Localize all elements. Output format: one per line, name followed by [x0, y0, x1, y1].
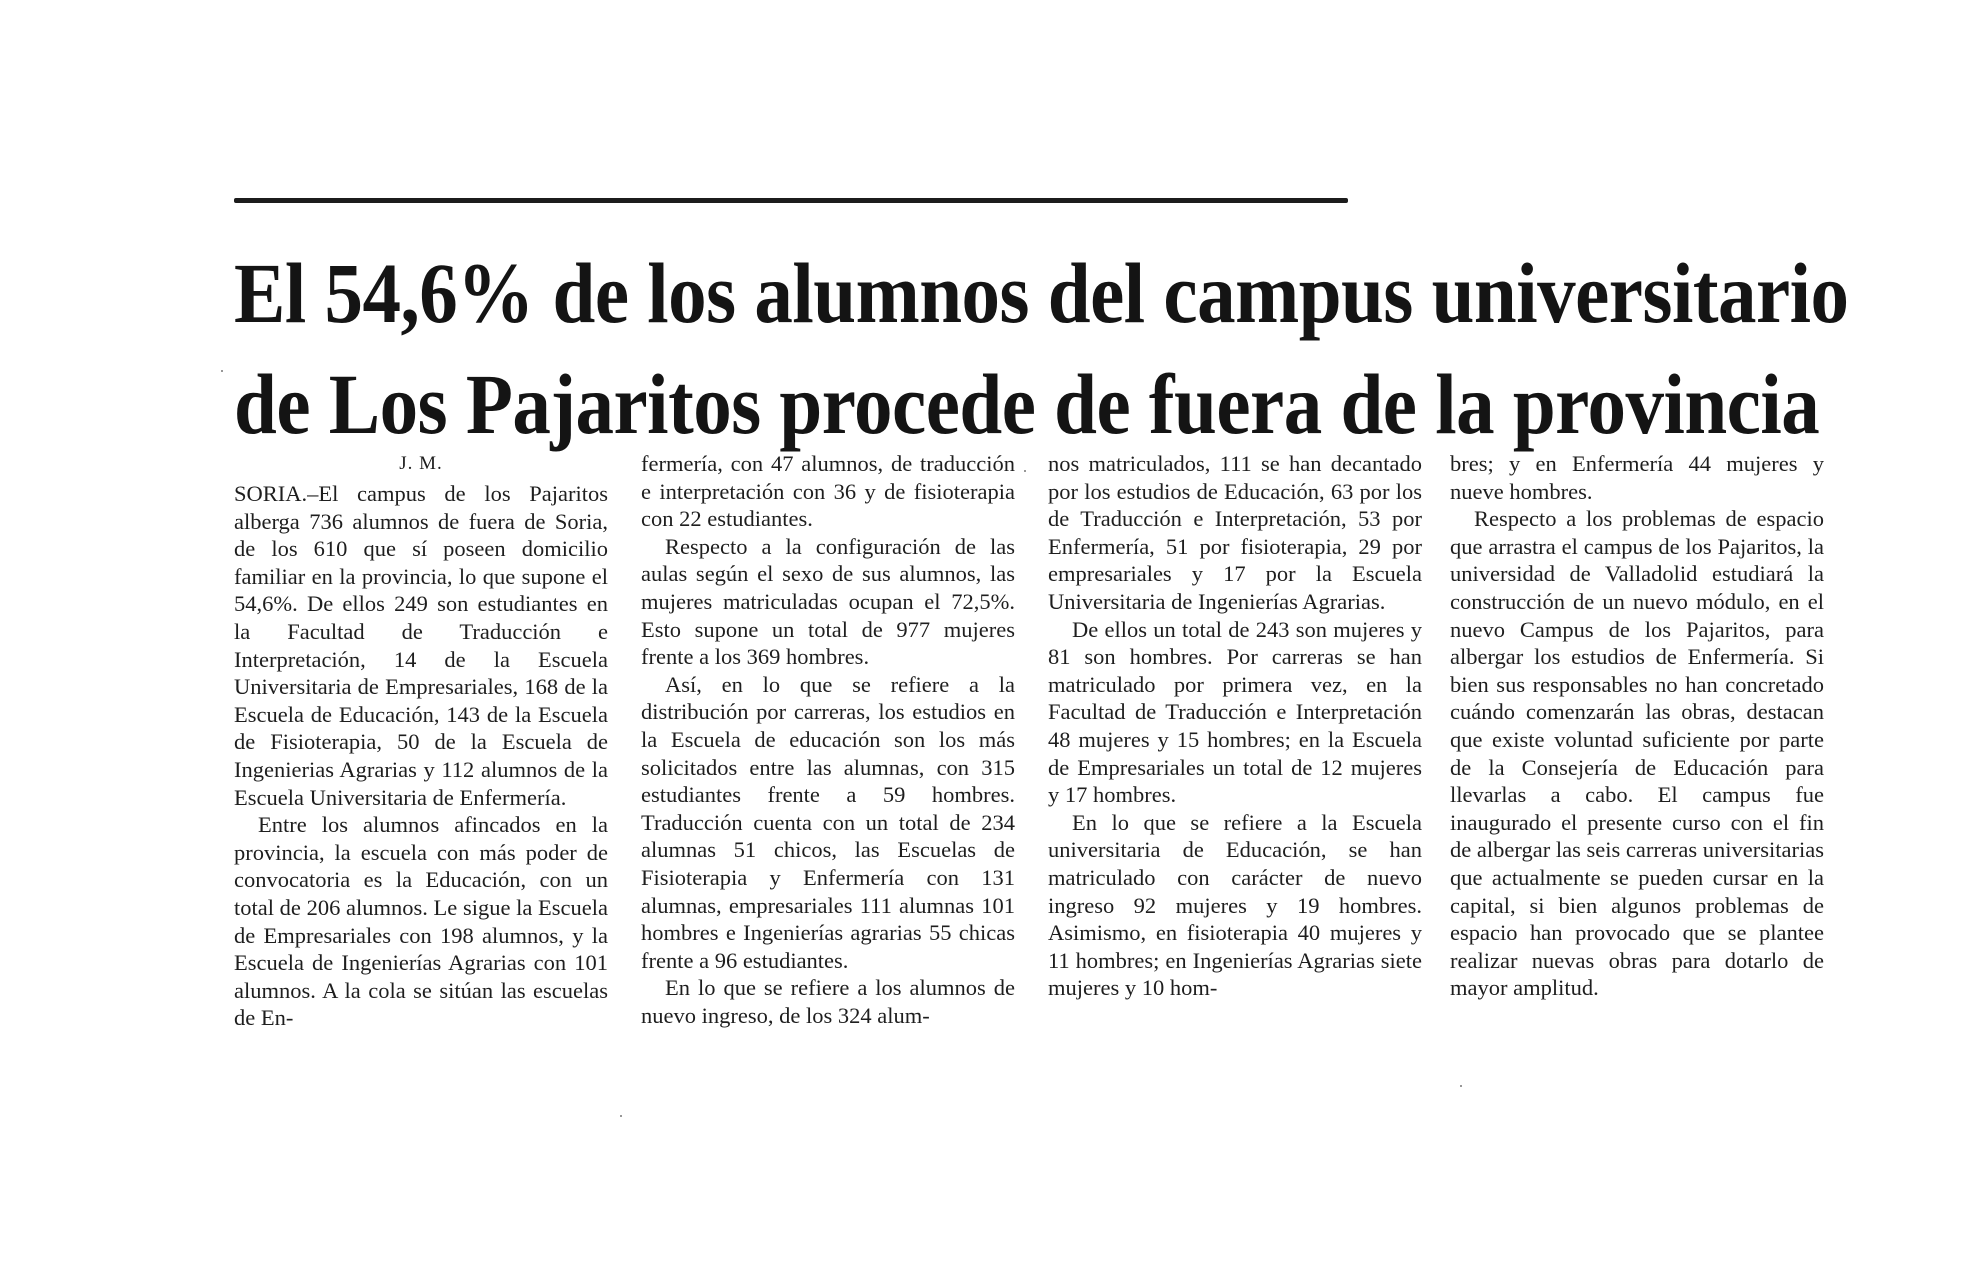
headline-line-1: El 54,6% de los alumnos del campus universitario: [234, 244, 1849, 342]
paragraph: Respecto a la configuración de las aulas según el sexo de sus alumnos, las mujeres matriculadas ocupan el 72,5%. Esto supone un total de 977 mujeres frente a los 369 hombres.: [641, 533, 1015, 670]
headline-rule: [234, 198, 1348, 203]
paragraph: Así, en lo que se refiere a la distribución por carreras, los estudios en la Escuela de educación son los más solicitados entre las alumnas, con 315 estudiantes frente a 59 hombres. Traducción cuenta con un total de 234 alumnas 51 chicos, las Escuelas de Fisioterapia y Enfermería con 131 alumnas, empresariales 111 alumnas 101 hombres e Ingenierías agrarias 55 chicas frente a 96 estudiantes.: [641, 671, 1015, 973]
article-column-1: [234, 450, 608, 1032]
headline-line-2: de Los Pajaritos procede de fuera de la provincia: [234, 355, 1820, 452]
paragraph: Respecto a los problemas de espacio que arrastra el campus de los Pajaritos, la universidad de Valladolid estudiará la construcción de un nuevo módulo, en el nuevo Campus de los Pajaritos, para albergar los estudios de Enfermería. Si bien sus responsables no han concretado cuándo comenzarán las obras, destacan que existe voluntad suficiente por parte de la Consejería de Educación para llevarlas a cabo. El campus fue inaugurado el presente curso con el fin de albergar las seis carreras universitarias que actualmente se pueden cursar en la capital, si bien algunos problemas de espacio han provocado que se plantee realizar nuevas obras para dotarlo de mayor amplitud.: [1450, 506, 1824, 1001]
paragraph: En lo que se refiere a la Escuela universitaria de Educación, se han matriculado con carácter de nuevo ingreso 92 mujeres y 19 hombres. Asimismo, en fisioterapia 40 mujeres y 11 hombres; en Ingenierías Agrarias siete mujeres y 10 hom-: [1048, 809, 1422, 1001]
headline: [234, 238, 1849, 460]
paragraph: bres; y en Enfermería 44 mujeres y nueve hombres.: [1450, 451, 1824, 504]
paragraph: nos matriculados, 111 se han decantado por los estudios de Educación, 63 por los de Traducción e Interpretación, 53 por Enfermería, 51 por fisioterapia, 29 por empresariales y 17 por la Escuela Universitaria de Ingenierías Agrarias.: [1048, 451, 1422, 614]
paragraph: En lo que se refiere a los alumnos de nuevo ingreso, de los 324 alum-: [641, 975, 1015, 1028]
paragraph: Entre los alumnos afincados en la provincia, la escuela con más poder de convocatoria es la Educación, con un total de 206 alumnos. Le sigue la Escuela de Empresariales con 198 alumnos, y la Escuela de Ingenierías Agrarias con 101 alumnos. A la cola se sitúan las escuelas de En-: [234, 812, 608, 1031]
byline: J. M.: [399, 453, 443, 474]
article-column-4: [1450, 450, 1824, 1002]
scan-speck: [1460, 1085, 1462, 1087]
article-column-3: [1048, 450, 1422, 1002]
scan-speck: [1024, 470, 1026, 472]
article-column-2: [641, 450, 1015, 1029]
paragraph: fermería, con 47 alumnos, de traducción e interpretación con 36 y de fisioterapia con 22 estudiantes.: [641, 451, 1015, 532]
paragraph: SORIA.–El campus de los Pajaritos alberga 736 alumnos de fuera de Soria, de los 610 que sí poseen domicilio familiar en la provincia, lo que supone el 54,6%. De ellos 249 son estudiantes en la Facultad de Traducción e Interpretación, 14 de la Escuela Universitaria de Empresariales, 168 de la Escuela de Educación, 143 de la Escuela de Fisioterapia, 50 de la Escuela de Ingenierias Agrarias y 112 alumnos de la Escuela Universitaria de Enfermería.: [234, 481, 608, 810]
paragraph: De ellos un total de 243 son mujeres y 81 son hombres. Por carreras se han matriculado por primera vez, en la Facultad de Traducción e Interpretación 48 mujeres y 15 hombres; en la Escuela de Empresariales un total de 12 mujeres y 17 hombres.: [1048, 616, 1422, 808]
scan-speck: [221, 370, 223, 372]
scan-speck: [620, 1115, 622, 1117]
